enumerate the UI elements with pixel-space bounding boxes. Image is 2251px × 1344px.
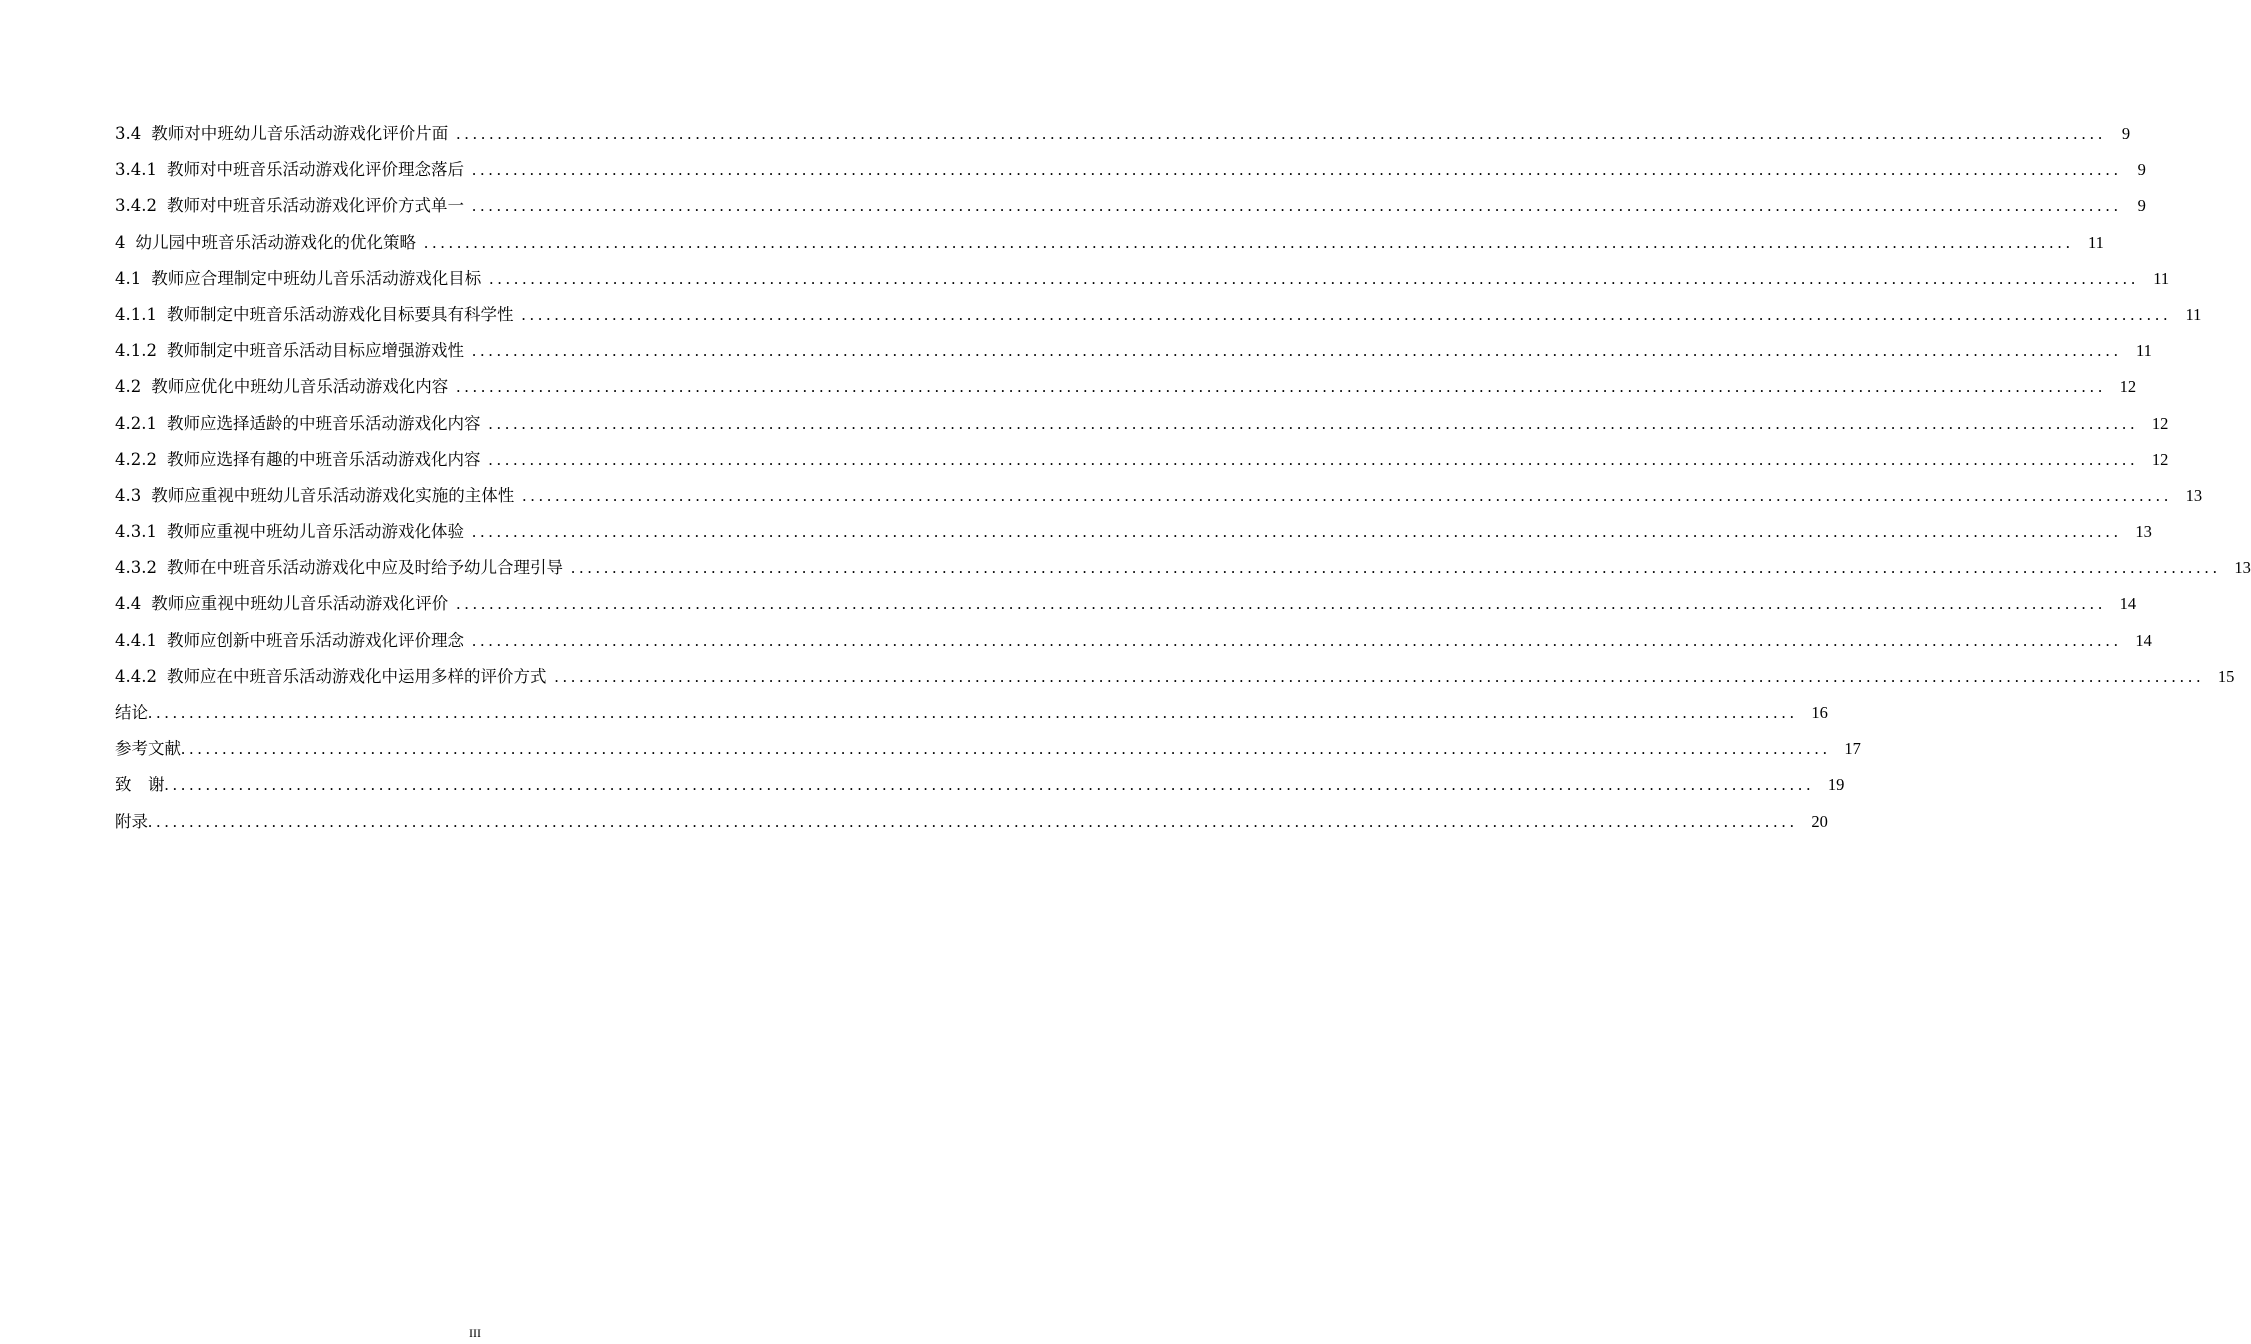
toc-entry-number: 4.1 [115, 268, 142, 288]
toc-entry-title: 教师制定中班音乐活动目标应增强游戏性 [166, 341, 464, 361]
toc-entry-number: 3.4.2 [115, 196, 157, 216]
toc-entry-title: 教师应重视中班幼儿音乐活动游戏化评价 [151, 594, 449, 614]
toc-entry-page: 11 [2153, 268, 2170, 288]
toc-entry-page: 19 [1827, 775, 1845, 795]
toc-dot-leader: . . . . . . . . . . . . . . . . . . . . . . . . . . . . . . . . . . . . . . . . . . . . . . . . . . . . . . . . . . . . . . . . . . . . . . . . . . . . . . . . . . . . . . . . . . . . . . . . . . . . . . . . . . . . . . . . . . . . . . . . . . . . . . . . . . . . . . . . . . . . . . . . . . . . . . . . . . . . . . . . . . . . . . . . . . . . . . . . . . . . . . . . . . . . . . . . . . . . . . . . [456, 124, 2103, 143]
toc-entry[interactable] [115, 586, 2137, 622]
toc-entry-page: 11 [2087, 232, 2104, 252]
toc-entry-title: 教师应重视中班幼儿音乐活动游戏化实施的主体性 [151, 485, 515, 505]
toc-dot-leader: . . . . . . . . . . . . . . . . . . . . . . . . . . . . . . . . . . . . . . . . . . . . . . . . . . . . . . . . . . . . . . . . . . . . . . . . . . . . . . . . . . . . . . . . . . . . . . . . . . . . . . . . . . . . . . . . . . . . . . . . . . . . . . . . . . . . . . . . . . . . . . . . . . . . . . . . . . . . . . . . . . . . . . . . . . . . . . . . . . . . . . . . . . . . . . . . . . . . . . . . [471, 341, 2118, 361]
toc-entry[interactable] [115, 767, 1845, 803]
toc-dot-leader: . . . . . . . . . . . . . . . . . . . . . . . . . . . . . . . . . . . . . . . . . . . . . . . . . . . . . . . . . . . . . . . . . . . . . . . . . . . . . . . . . . . . . . . . . . . . . . . . . . . . . . . . . . . . . . . . . . . . . . . . . . . . . . . . . . . . . . . . . . . . . . . . . . . . . . . . . . . . . . . . . . . . . . . . . . . . . . . . . . . . . . . . . . . . . . . . . . . . . . . . [521, 304, 2168, 324]
toc-entry[interactable] [115, 297, 2202, 333]
toc-entry-number: 4.1.1 [115, 304, 157, 324]
toc-dot-leader: . . . . . . . . . . . . . . . . . . . . . . . . . . . . . . . . . . . . . . . . . . . . . . . . . . . . . . . . . . . . . . . . . . . . . . . . . . . . . . . . . . . . . . . . . . . . . . . . . . . . . . . . . . . . . . . . . . . . . . . . . . . . . . . . . . . . . . . . . . . . . . . . . . . . . . . . . . . . . . . . . . . . . . . . . . . . . . . . . . . . . . . . . . . . . . . . . . . . . . . . [570, 558, 2217, 578]
toc-entry-number: 3.4.1 [115, 160, 157, 180]
toc-entry-title: 教师应在中班音乐活动游戏化中运用多样的评价方式 [166, 666, 547, 686]
toc-dot-leader: . . . . . . . . . . . . . . . . . . . . . . . . . . . . . . . . . . . . . . . . . . . . . . . . . . . . . . . . . . . . . . . . . . . . . . . . . . . . . . . . . . . . . . . . . . . . . . . . . . . . . . . . . . . . . . . . . . . . . . . . . . . . . . . . . . . . . . . . . . . . . . . . . . . . . . . . . . . . . . . . . . . . . . . . . . . . . . . . . . . . . . . . . . . . . . . . . . . . . . . . [164, 775, 1811, 795]
toc-entry-page: 11 [2185, 304, 2202, 324]
toc-entry-title: 幼儿园中班音乐活动游戏化的优化策略 [135, 232, 416, 252]
toc-dot-leader: . . . . . . . . . . . . . . . . . . . . . . . . . . . . . . . . . . . . . . . . . . . . . . . . . . . . . . . . . . . . . . . . . . . . . . . . . . . . . . . . . . . . . . . . . . . . . . . . . . . . . . . . . . . . . . . . . . . . . . . . . . . . . . . . . . . . . . . . . . . . . . . . . . . . . . . . . . . . . . . . . . . . . . . . . . . . . . . . . . . . . . . . . . . . . . . . . . . . . . . . [181, 739, 1827, 759]
toc-entry-number: 4.3.2 [115, 558, 157, 578]
toc-dot-leader: . . . . . . . . . . . . . . . . . . . . . . . . . . . . . . . . . . . . . . . . . . . . . . . . . . . . . . . . . . . . . . . . . . . . . . . . . . . . . . . . . . . . . . . . . . . . . . . . . . . . . . . . . . . . . . . . . . . . . . . . . . . . . . . . . . . . . . . . . . . . . . . . . . . . . . . . . . . . . . . . . . . . . . . . . . . . . . . . . . . . . . . . . . . . . . . . . . . . . . . . [148, 811, 1794, 831]
toc-entry[interactable] [115, 804, 1828, 840]
toc-entry-page: 16 [1811, 703, 1828, 722]
toc-entry-page: 13 [2234, 558, 2251, 578]
toc-entry-title: 教师对中班音乐活动游戏化评价方式单一 [166, 196, 464, 216]
toc-entry[interactable] [115, 333, 2152, 369]
toc-entry-number: 4.4.2 [115, 666, 157, 686]
toc-entry-page: 15 [2217, 666, 2235, 686]
toc-entry-page: 14 [2119, 594, 2137, 614]
toc-entry-page: 13 [2185, 485, 2203, 505]
toc-entry[interactable] [115, 550, 2251, 586]
toc-entry-number: 4.4.1 [115, 630, 157, 650]
toc-entry-title: 教师对中班幼儿音乐活动游戏化评价片面 [151, 124, 449, 143]
toc-entry-title: 教师应优化中班幼儿音乐活动游戏化内容 [151, 377, 449, 397]
toc-entry-title: 教师应重视中班幼儿音乐活动游戏化体验 [166, 522, 464, 542]
toc-dot-leader: . . . . . . . . . . . . . . . . . . . . . . . . . . . . . . . . . . . . . . . . . . . . . . . . . . . . . . . . . . . . . . . . . . . . . . . . . . . . . . . . . . . . . . . . . . . . . . . . . . . . . . . . . . . . . . . . . . . . . . . . . . . . . . . . . . . . . . . . . . . . . . . . . . . . . . . . . . . . . . . . . . . . . . . . . . . . . . . . . . . . . . . . . . . . . . . . . . . . . . . . [424, 232, 2070, 252]
toc-entry[interactable] [115, 406, 2169, 442]
toc-entry[interactable] [115, 478, 2203, 514]
toc-entry[interactable] [115, 225, 2104, 261]
toc-entry-title: 教师制定中班音乐活动游戏化目标要具有科学性 [166, 304, 514, 324]
toc-entry-title: 教师应合理制定中班幼儿音乐活动游戏化目标 [151, 268, 482, 288]
toc-entry-number: 4.2.1 [115, 413, 157, 433]
toc-dot-leader: . . . . . . . . . . . . . . . . . . . . . . . . . . . . . . . . . . . . . . . . . . . . . . . . . . . . . . . . . . . . . . . . . . . . . . . . . . . . . . . . . . . . . . . . . . . . . . . . . . . . . . . . . . . . . . . . . . . . . . . . . . . . . . . . . . . . . . . . . . . . . . . . . . . . . . . . . . . . . . . . . . . . . . . . . . . . . . . . . . . . . . . . . . . . . . . . . . . . . . . . [488, 413, 2135, 433]
toc-entry[interactable] [115, 188, 2146, 224]
toc-entry[interactable] [115, 731, 1861, 767]
toc-entry-number: 4.2 [115, 377, 142, 397]
toc-entry-number: 4.3 [115, 485, 142, 505]
toc-dot-leader: . . . . . . . . . . . . . . . . . . . . . . . . . . . . . . . . . . . . . . . . . . . . . . . . . . . . . . . . . . . . . . . . . . . . . . . . . . . . . . . . . . . . . . . . . . . . . . . . . . . . . . . . . . . . . . . . . . . . . . . . . . . . . . . . . . . . . . . . . . . . . . . . . . . . . . . . . . . . . . . . . . . . . . . . . . . . . . . . . . . . . . . . . . . . . . . . . . . . . . . . [489, 268, 2136, 288]
toc-entry-page: 12 [2151, 449, 2169, 469]
toc-entry-title: 教师在中班音乐活动游戏化中应及时给予幼儿合理引导 [166, 558, 563, 578]
toc-entry[interactable] [115, 369, 2137, 405]
toc-entry-page: 14 [2135, 630, 2152, 650]
toc-dot-leader: . . . . . . . . . . . . . . . . . . . . . . . . . . . . . . . . . . . . . . . . . . . . . . . . . . . . . . . . . . . . . . . . . . . . . . . . . . . . . . . . . . . . . . . . . . . . . . . . . . . . . . . . . . . . . . . . . . . . . . . . . . . . . . . . . . . . . . . . . . . . . . . . . . . . . . . . . . . . . . . . . . . . . . . . . . . . . . . . . . . . . . . . . . . . . . . . . . . . . . . . [456, 594, 2103, 614]
toc-entry-number: 3.4 [115, 124, 142, 143]
page-number: III [469, 1326, 481, 1340]
toc-entry-title: 致 谢 [115, 775, 165, 795]
toc-entry-title: 结论 [115, 703, 148, 722]
toc-dot-leader: . . . . . . . . . . . . . . . . . . . . . . . . . . . . . . . . . . . . . . . . . . . . . . . . . . . . . . . . . . . . . . . . . . . . . . . . . . . . . . . . . . . . . . . . . . . . . . . . . . . . . . . . . . . . . . . . . . . . . . . . . . . . . . . . . . . . . . . . . . . . . . . . . . . . . . . . . . . . . . . . . . . . . . . . . . . . . . . . . . . . . . . . . . . . . . . . . . . . . . . . [471, 630, 2118, 650]
toc-entry[interactable] [115, 261, 2170, 297]
toc-entry-page: 9 [2121, 124, 2131, 143]
toc-dot-leader: . . . . . . . . . . . . . . . . . . . . . . . . . . . . . . . . . . . . . . . . . . . . . . . . . . . . . . . . . . . . . . . . . . . . . . . . . . . . . . . . . . . . . . . . . . . . . . . . . . . . . . . . . . . . . . . . . . . . . . . . . . . . . . . . . . . . . . . . . . . . . . . . . . . . . . . . . . . . . . . . . . . . . . . . . . . . . . . . . . . . . . . . . . . . . . . . . . . . . . . . [554, 666, 2201, 686]
toc-entry-page: 11 [2135, 341, 2152, 361]
toc-dot-leader: . . . . . . . . . . . . . . . . . . . . . . . . . . . . . . . . . . . . . . . . . . . . . . . . . . . . . . . . . . . . . . . . . . . . . . . . . . . . . . . . . . . . . . . . . . . . . . . . . . . . . . . . . . . . . . . . . . . . . . . . . . . . . . . . . . . . . . . . . . . . . . . . . . . . . . . . . . . . . . . . . . . . . . . . . . . . . . . . . . . . . . . . . . . . . . . . . . . . . . . . [488, 449, 2135, 469]
toc-entry-title: 附录 [115, 811, 148, 831]
toc-dot-leader: . . . . . . . . . . . . . . . . . . . . . . . . . . . . . . . . . . . . . . . . . . . . . . . . . . . . . . . . . . . . . . . . . . . . . . . . . . . . . . . . . . . . . . . . . . . . . . . . . . . . . . . . . . . . . . . . . . . . . . . . . . . . . . . . . . . . . . . . . . . . . . . . . . . . . . . . . . . . . . . . . . . . . . . . . . . . . . . . . . . . . . . . . . . . . . . . . . . . . . . . [522, 485, 2169, 505]
toc-entry-page: 12 [2119, 377, 2137, 397]
toc-dot-leader: . . . . . . . . . . . . . . . . . . . . . . . . . . . . . . . . . . . . . . . . . . . . . . . . . . . . . . . . . . . . . . . . . . . . . . . . . . . . . . . . . . . . . . . . . . . . . . . . . . . . . . . . . . . . . . . . . . . . . . . . . . . . . . . . . . . . . . . . . . . . . . . . . . . . . . . . . . . . . . . . . . . . . . . . . . . . . . . . . . . . . . . . . . . . . . . . . . . . . . . . [471, 196, 2118, 216]
toc-dot-leader: . . . . . . . . . . . . . . . . . . . . . . . . . . . . . . . . . . . . . . . . . . . . . . . . . . . . . . . . . . . . . . . . . . . . . . . . . . . . . . . . . . . . . . . . . . . . . . . . . . . . . . . . . . . . . . . . . . . . . . . . . . . . . . . . . . . . . . . . . . . . . . . . . . . . . . . . . . . . . . . . . . . . . . . . . . . . . . . . . . . . . . . . . . . . . . . . . . . . . . . . [456, 377, 2103, 397]
toc-entry-title: 参考文献 [115, 739, 181, 759]
toc-entry-page: 13 [2135, 522, 2152, 542]
toc-entry-number: 4.2.2 [115, 449, 157, 469]
toc-entry-title: 教师应选择有趣的中班音乐活动游戏化内容 [166, 449, 481, 469]
toc-entry-number: 4.3.1 [115, 522, 157, 542]
table-of-contents [115, 116, 2251, 840]
toc-dot-leader: . . . . . . . . . . . . . . . . . . . . . . . . . . . . . . . . . . . . . . . . . . . . . . . . . . . . . . . . . . . . . . . . . . . . . . . . . . . . . . . . . . . . . . . . . . . . . . . . . . . . . . . . . . . . . . . . . . . . . . . . . . . . . . . . . . . . . . . . . . . . . . . . . . . . . . . . . . . . . . . . . . . . . . . . . . . . . . . . . . . . . . . . . . . . . . . . . . . . . . . . [471, 522, 2118, 542]
toc-entry-title: 教师对中班音乐活动游戏化评价理念落后 [166, 160, 464, 180]
toc-entry[interactable] [115, 152, 2146, 188]
toc-dot-leader: . . . . . . . . . . . . . . . . . . . . . . . . . . . . . . . . . . . . . . . . . . . . . . . . . . . . . . . . . . . . . . . . . . . . . . . . . . . . . . . . . . . . . . . . . . . . . . . . . . . . . . . . . . . . . . . . . . . . . . . . . . . . . . . . . . . . . . . . . . . . . . . . . . . . . . . . . . . . . . . . . . . . . . . . . . . . . . . . . . . . . . . . . . . . . . . . . . . . . . . . [471, 160, 2118, 180]
toc-entry[interactable] [115, 623, 2152, 659]
toc-entry-page: 20 [1811, 811, 1828, 831]
toc-entry[interactable] [115, 116, 2131, 152]
toc-entry[interactable] [115, 514, 2152, 550]
toc-entry[interactable] [115, 659, 2235, 695]
toc-entry-page: 17 [1844, 739, 1861, 759]
toc-entry-title: 教师应选择适龄的中班音乐活动游戏化内容 [166, 413, 481, 433]
toc-entry-number: 4.1.2 [115, 341, 157, 361]
toc-entry[interactable] [115, 442, 2169, 478]
toc-entry-page: 9 [2137, 160, 2146, 180]
toc-entry[interactable] [115, 695, 1828, 731]
toc-entry-page: 12 [2151, 413, 2169, 433]
toc-entry-number: 4 [115, 232, 126, 252]
toc-entry-title: 教师应创新中班音乐活动游戏化评价理念 [166, 630, 464, 650]
toc-entry-page: 9 [2137, 196, 2146, 216]
toc-dot-leader: . . . . . . . . . . . . . . . . . . . . . . . . . . . . . . . . . . . . . . . . . . . . . . . . . . . . . . . . . . . . . . . . . . . . . . . . . . . . . . . . . . . . . . . . . . . . . . . . . . . . . . . . . . . . . . . . . . . . . . . . . . . . . . . . . . . . . . . . . . . . . . . . . . . . . . . . . . . . . . . . . . . . . . . . . . . . . . . . . . . . . . . . . . . . . . . . . . . . . . . . [148, 703, 1794, 722]
toc-entry-number: 4.4 [115, 594, 142, 614]
